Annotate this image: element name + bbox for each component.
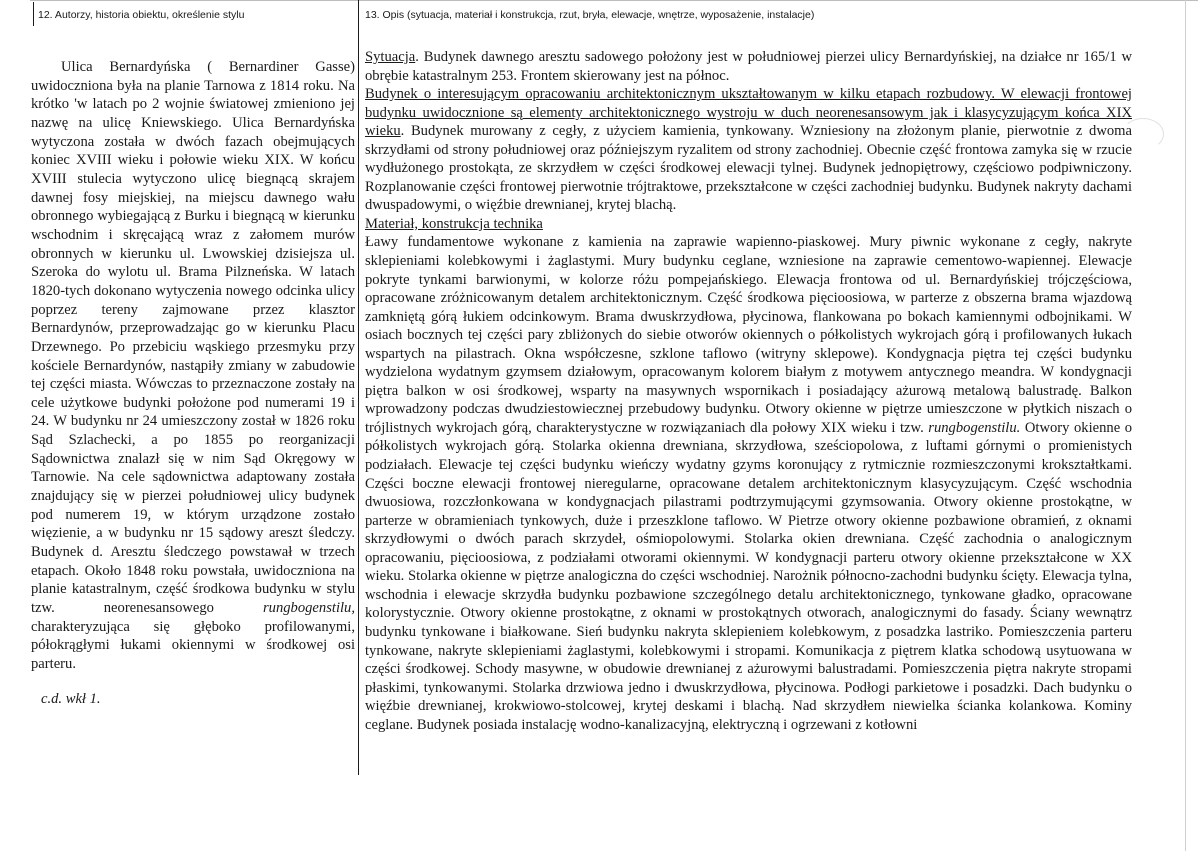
continuation-note: c.d. wkł 1. bbox=[41, 690, 101, 707]
top-border bbox=[30, 0, 1198, 1]
situation-paragraph bbox=[365, 48, 1132, 85]
description-column bbox=[365, 48, 1132, 734]
building-text: . Budynek murowany z cegły, z użyciem kamienia, tynkowany. Wzniesiony na złożonym planie, pierwotnie z dwoma skrzydłami od strony południowej oraz późniejszym ryzalitem od strony zachodniej. Obecnie część frontowa zamyka się w rzucie wydłużonego prostokąta, ze skrzydłem w części środkowej elewacji tylnej. Budynek jednopiętrowy, częściowo podpiwniczony. Rozplanowanie części frontowej pierwotnie trójtraktowe, przekształcone w części zachodniej budynku. Budynek nakryty dachami dwuspadowymi, o więźbie drewnianej, krytej blachą. bbox=[365, 123, 1132, 214]
history-text-end: charakteryzująca się głęboko profilowanymi, półokrągłymi łukami okiennymi w środkowej osi parteru. bbox=[31, 618, 355, 672]
section-13-heading: 13. Opis (sytuacja, materiał i konstrukcja, rzut, bryła, elewacje, wnętrze, wyposażenie, instalacje) bbox=[365, 9, 815, 21]
material-heading-line bbox=[365, 215, 1132, 234]
column-divider bbox=[358, 0, 359, 775]
material-text-b: Otwory okienne o półkolistych wykrojach górą. Stolarka okienna drewniana, skrzydłowa, sześciopolowa, z luftami górnymi o promienistych podziałach. Elewacje tej części budynku wieńczy wydatny gzyms koronujący z rytmicznie rozmieszczonymi krokształtkami. Części boczne elewacji frontowej nieregularne, opracowane detalem architektonicznym klasycyzującym. Część wschodnia dwuosiowa, rozczłonkowana w kondygnacjach pilastrami podtrzymującymi gzymsowania. Otwory okienne prostokątne, w parterze w obramieniach tynkowych, duże i przeszklone taflowo. W Pietrze otwory okienne pozbawione obramień, z oknami skrzydłowymi o dwóch parach skrzydeł, ośmiopolowymi. Stolarka okien drewniana. Część zachodnia o analogicznym opracowaniu, pięcioosiowa, z podziałami otworami okiennymi. W kondygnacji parteru otwory okienne przekształcone w XX wieku. Stolarka okienne w piętrze analogiczna do części wschodniej. Narożnik północno-zachodni budynku ścięty. Elewacja tylna, wschodnia i elewacje skrzydła budynku pozbawione szczególnego detalu architektonicznego, tynkowane gładko, opracowane kolorystycznie. Otwory okienne prostokątne, z oknami w prostokątnych otworach, analogicznymi do fasady. Ściany wewnątrz budynku tynkowane i białkowane. Sień budynku nakryta sklepieniem kolebkowym, z posadzka lastriko. Pomieszczenia parteru tynkowane, nakryte sklepieniami żaglastymi, kolebkowymi i stropami. Komunikacja z piętrem klatka schodową usytuowana w części środkowej. Schody masywne, w obudowie drewnianej z ażurowymi balustradami. Pomieszczenia piętra nakryte stropami płaskimi, tynkowanymi. Stolarka drzwiowa jedno i dwuskrzydłowa, płycinowa. Podłogi parkietowe i posadzki. Dach budynku o więźbie drewnianej, krokwiowo-stolcowej, krytej deskami i blachą. Nad skrzydłem niewielka ścianka kolankowa. Kominy ceglane. Budynek posiada instalację wodno-kanalizacyjną, elektryczną i ogrzewani z kotłowni bbox=[365, 419, 1133, 733]
building-paragraph bbox=[365, 85, 1132, 215]
history-paragraph bbox=[31, 58, 355, 674]
situation-text: . Budynek dawnego aresztu sadowego położony jest w południowej pierzei ulicy Bernardyńskiej, na działce nr 165/1 w obrębie katastralnym 253. Frontem skierowany jest na północ. bbox=[365, 49, 1132, 84]
header-left-tick bbox=[33, 2, 34, 26]
section-12-heading: 12. Autorzy, historia obiektu, określenie stylu bbox=[38, 9, 245, 21]
situation-label: Sytuacja bbox=[365, 49, 416, 65]
right-border bbox=[1185, 0, 1186, 851]
building-underlined: Budynek o interesującym opracowaniu architektonicznym ukształtowanym w kilku etapach rozbudowy. W elewacji frontowej budynku uwidocznione są elementy architektonicznego wystroju w duch neorenesansowym jak i klasycyzującym końca XIX wieku bbox=[365, 86, 1132, 140]
material-italic-term: rungbogenstilu. bbox=[928, 419, 1021, 436]
history-italic-term: rungbogenstilu, bbox=[262, 600, 355, 617]
material-label: Materiał, konstrukcja technika bbox=[365, 215, 543, 232]
history-column bbox=[31, 58, 355, 708]
history-text: Ulica Bernardyńska ( Bernardiner Gasse) uwidoczniona była na planie Tarnowa z 1814 roku. Na krótko 'w latach po 2 wojnie światowej zmieniono jej nazwę na ulicę Kniewskiego. Ulica Bernardyńska wytyczona została w dwóch fazach obejmujących koniec XVIII wieku i połowie wieku XIX. W końcu XVIII stulecia wytyczono ulicę biegnącą skrajem dawnej fosy miejskiej, na miejscu dawnego wału obronnego wybiegającą z Burku i biegnącą w kierunku wschodnim i skręcającą wraz z załomem murów obronnych w kierunku ul. Lwowskiej dzisiejsza ul. Szeroka do wylotu ul. Brama Pilzneńska. W latach 1820-tych dokonano wytyczenia nowego odcinka ulicy poprzez tereny zajmowane przez klasztor Bernardynów, przeprowadzając go w kierunku Placu Drzewnego. Po przebiciu wąskiego przesmyku przy kościele Bernardynów, nastąpiły zmiany w zabudowie tej części miasta. Wówczas to przeznaczone zostały na cele użytkowe budynki położone pod numerami 19 i 24. W budynku nr 24 umieszczony został w 1826 roku Sąd Szlachecki, a po 1855 po reorganizacji Sądownictwa znalazł się w nim Sąd Okręgowy w Tarnowie. Na cele sądownictwa adaptowany została znajdujący się w pierzei południowej ulicy budynek pod numerem 19, w którym urządzone zostało więzienie, a w budynku nr 15 sądowy areszt śledczy. Budynek d. Aresztu śledczego powstawał w trzech etapach. Około 1848 roku powstała, uwidoczniona na planie katastralnym, część środkowa budynku w stylu tzw. neorenesansowego bbox=[31, 59, 355, 617]
material-text-a: Ławy fundamentowe wykonane z kamienia na zaprawie wapienno-piaskowej. Mury piwnic wykonane z cegły, nakryte sklepieniami kolebkowymi i żaglastymi. Mury budynku ceglane, wzniesione na zaprawie cementowo-wapiennej. Elewacje pokryte tynkami barwionymi, w kolorze różu pompejańskiego. Elewacja frontowa od ul. Bernardyńskiej trójczęściowa, opracowane zróżnicowanym detalem architektonicznym. Część środkowa pięcioosiowa, w parterze z obszerna brama wjazdową zamkniętą górą łukiem odcinkowym. Brama dwuskrzydłowa, płycinowa, flankowana po bokach kamiennymi odbojnikami. W osiach bocznych tej części pary zbliżonych do siebie otworów okiennych o półkolistych wykrojach górą i profilowanych łukach wspartych na pilastrach. Okna współczesne, szklone taflowo (witryny sklepowe). Kondygnacja piętra tej części budynku wydzielona wydatnym gzymsem działowym, opracowanym kolorem białym z motywem antycznego meandra. W kondygnacji piętra balkon w osi środkowej, wsparty na masywnych wspornikach i posiadający ażurową metalową balustradę. Balkon wprowadzony podczas dwudziestowiecznej przebudowy budynku. Otwory okienne w piętrze umieszczone w płytkich niszach o trójlistnych wykrojach górą, charakterystyczne w rozwiązaniach dla połowy XIX wieku i tzw. bbox=[365, 234, 1132, 436]
material-paragraph bbox=[365, 233, 1132, 734]
